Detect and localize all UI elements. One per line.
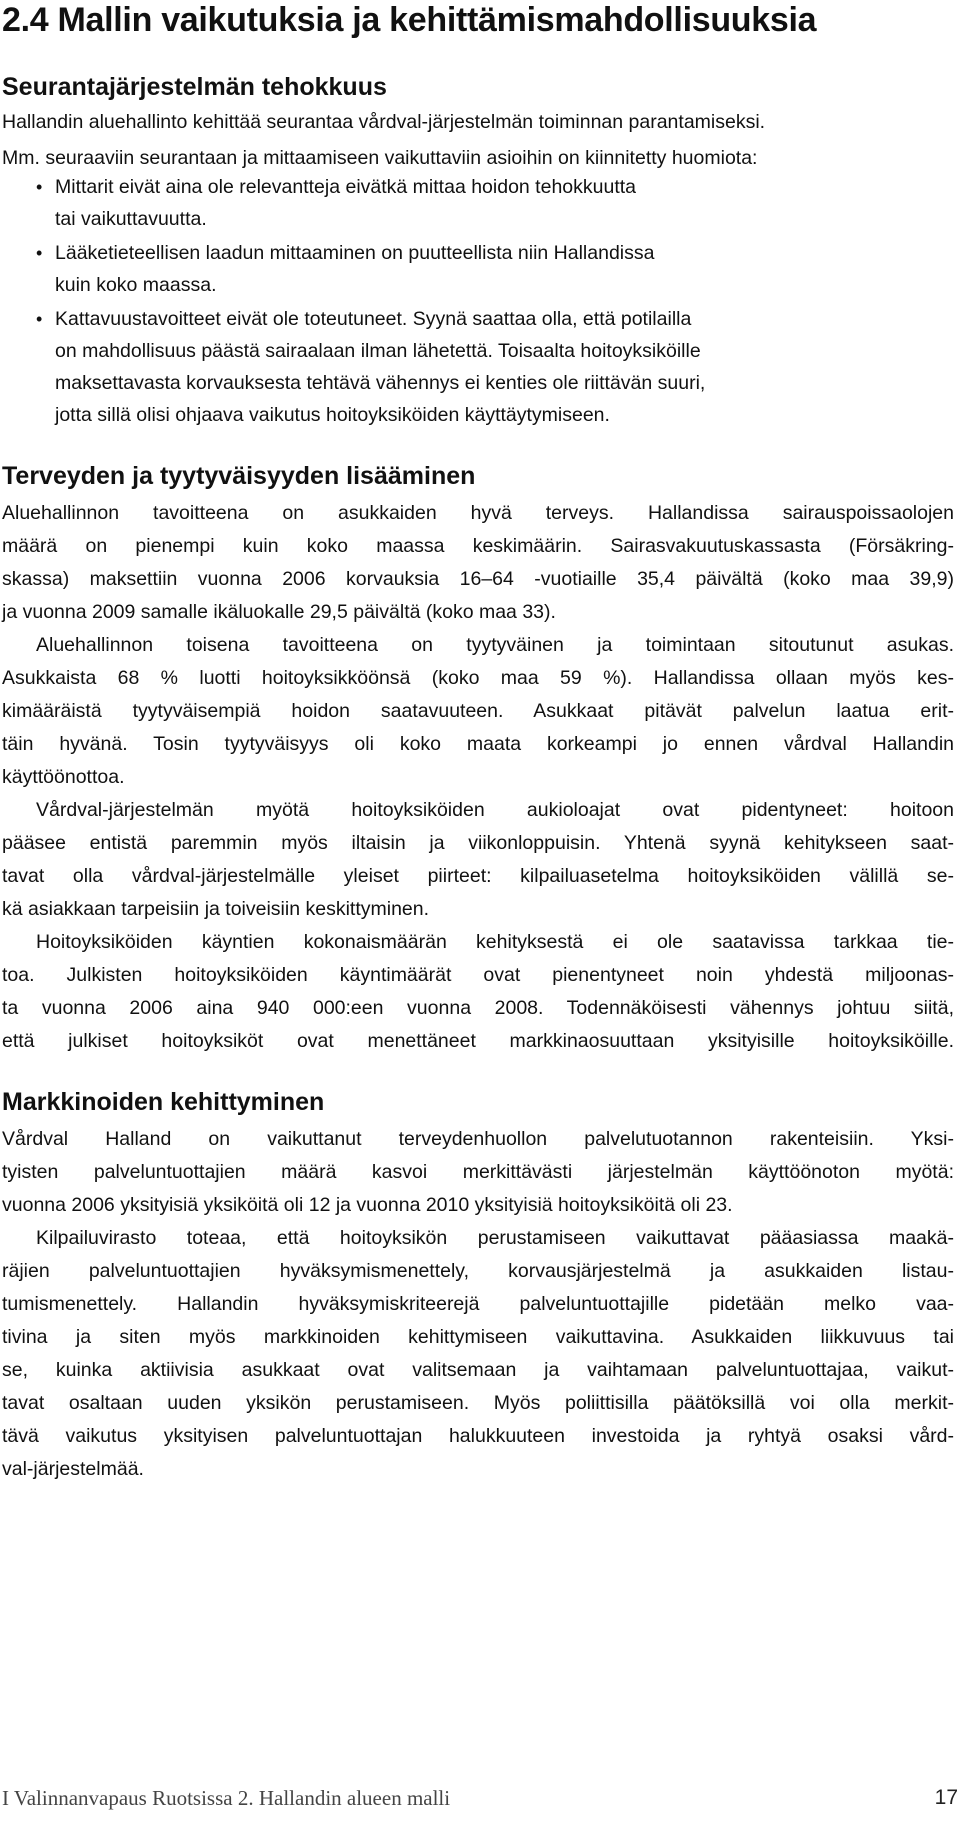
bullet-line: Kattavuustavoitteet eivät ole toteutuneet. Syynä saattaa olla, että potilailla	[55, 308, 692, 330]
bullet-line: tai vaikuttavuutta.	[55, 208, 207, 230]
page-footer	[2, 1786, 958, 1816]
paragraph-line: Vårdval Halland on vaikuttanut terveydenhuollon palvelutuotannon rakenteisiin. Yksi-	[2, 1128, 954, 1150]
bullet-line: jotta sillä olisi ohjaava vaikutus hoitoyksiköiden käyttäytymiseen.	[55, 404, 610, 426]
paragraph-line: ja vuonna 2009 samalle ikäluokalle 29,5 päivältä (koko maa 33).	[2, 601, 556, 623]
paragraph-line: Asukkaista 68 % luotti hoitoyksikköönsä (koko maa 59 %). Hallandissa ollaan myös kes-	[2, 667, 954, 689]
paragraph-line: määrä on pienempi kuin koko maassa keskimäärin. Sairasvakuutuskassasta (Försäkring-	[2, 535, 954, 557]
page-title: 2.4 Mallin vaikutuksia ja kehittämismahdollisuuksia	[2, 1, 817, 39]
paragraph-line: pääsee entistä paremmin myös iltaisin ja viikonloppuisin. Yhtenä syynä kehitykseen saat-	[2, 832, 954, 854]
paragraph-line: Aluehallinnon tavoitteena on asukkaiden hyvä terveys. Hallandissa sairauspoissaolojen	[2, 502, 954, 524]
bullet-line: Lääketieteellisen laadun mittaaminen on puutteellista niin Hallandissa	[55, 242, 655, 264]
section-heading-markkinat: Markkinoiden kehittyminen	[2, 1088, 325, 1116]
bullet-icon: •	[36, 177, 43, 197]
paragraph-line: se, kuinka aktiivisia asukkaat ovat valitsemaan ja vaihtamaan palveluntuottajaa, vaikut-	[2, 1359, 954, 1381]
paragraph-line: kimääräistä tyytyväisempiä hoidon saatavuuteen. Asukkaat pitävät palvelun laatua erit-	[2, 700, 954, 722]
paragraph-line: skassa) maksettiin vuonna 2006 korvauksia 16–64 -vuotiaille 35,4 päivältä (koko maa 39,9)	[2, 568, 954, 590]
bullet-line: on mahdollisuus päästä sairaalaan ilman lähetettä. Toisaalta hoitoyksiköille	[55, 340, 701, 362]
paragraph-line: käyttöönottoa.	[2, 766, 125, 788]
paragraph-line: tivina ja siten myös markkinoiden kehittymiseen vaikuttavina. Asukkaiden liikkuvuus tai	[2, 1326, 954, 1348]
paragraph-line: että julkiset hoitoyksiköt ovat menettäneet markkinaosuuttaan yksityisille hoitoyksiköille.	[2, 1030, 954, 1052]
section-heading-terveys: Terveyden ja tyytyväisyyden lisääminen	[2, 462, 476, 490]
paragraph-line: tyisten palveluntuottajien määrä kasvoi merkittävästi järjestelmän käyttöönoton myötä:	[2, 1161, 954, 1183]
paragraph-line: ta vuonna 2006 aina 940 000:een vuonna 2008. Todennäköisesti vähennys johtuu siitä,	[2, 997, 954, 1019]
paragraph-line: Hallandin aluehallinto kehittää seurantaa vårdval-järjestelmän toiminnan parantamiseksi.	[2, 111, 766, 133]
bullet-line: Mittarit eivät aina ole relevantteja eivätkä mittaa hoidon tehokkuutta	[55, 176, 637, 198]
paragraph-line: tavat olla vårdval-järjestelmälle yleiset piirteet: kilpailuasetelma hoitoyksiköiden välillä se-	[2, 865, 954, 887]
paragraph-line: Mm. seuraaviin seurantaan ja mittaamiseen vaikuttaviin asioihin on kiinnitetty huomiota:	[2, 147, 758, 169]
paragraph-line: toa. Julkisten hoitoyksiköiden käyntimäärät ovat pienentyneet noin yhdestä miljoonas-	[2, 964, 954, 986]
paragraph-line: tävä vaikutus yksityisen palveluntuottajan halukkuuteen investoida ja ryhtyä osaksi vård-	[2, 1425, 954, 1447]
paragraph-line: vuonna 2006 yksityisiä yksiköitä oli 12 ja vuonna 2010 yksityisiä hoitoyksiköitä oli 23.	[2, 1194, 733, 1216]
paragraph-line: Hoitoyksiköiden käyntien kokonaismäärän kehityksestä ei ole saatavissa tarkkaa tie-	[36, 931, 954, 953]
paragraph-line: räjien palveluntuottajien hyväksymismenettely, korvausjärjestelmä ja asukkaiden listau-	[2, 1260, 954, 1282]
paragraph-line: val-järjestelmää.	[2, 1458, 144, 1480]
bullet-icon: •	[36, 309, 43, 329]
bullet-line: maksettavasta korvauksesta tehtävä vähennys ei kenties ole riittävän suuri,	[55, 372, 706, 394]
paragraph-line: kä asiakkaan tarpeisiin ja toiveisiin keskittyminen.	[2, 898, 430, 920]
paragraph-line: tavat osaltaan uuden yksikön perustamiseen. Myös poliittisilla päätöksillä voi olla merkit-	[2, 1392, 954, 1414]
footer-title: I Valinnanvapaus Ruotsissa 2. Hallandin alueen malli	[2, 1786, 451, 1810]
bullet-icon: •	[36, 243, 43, 263]
section-heading-seuranta: Seurantajärjestelmän tehokkuus	[2, 73, 387, 101]
bullet-line: kuin koko maassa.	[55, 274, 217, 296]
paragraph-line: Aluehallinnon toisena tavoitteena on tyytyväinen ja toimintaan sitoutunut asukas.	[36, 634, 954, 656]
paragraph-line: täin hyvänä. Tosin tyytyväisyys oli koko maata korkeampi jo ennen vårdval Hallandin	[2, 733, 954, 755]
paragraph-line: Kilpailuvirasto toteaa, että hoitoyksikön perustamiseen vaikuttavat pääasiassa maakä-	[36, 1227, 954, 1249]
paragraph-line: Vårdval-järjestelmän myötä hoitoyksiköiden aukioloajat ovat pidentyneet: hoitoon	[36, 799, 954, 821]
page-number: 17	[934, 1786, 958, 1809]
paragraph-line: tumismenettely. Hallandin hyväksymiskriteerejä palveluntuottajille pidetään melko vaa-	[2, 1293, 954, 1315]
